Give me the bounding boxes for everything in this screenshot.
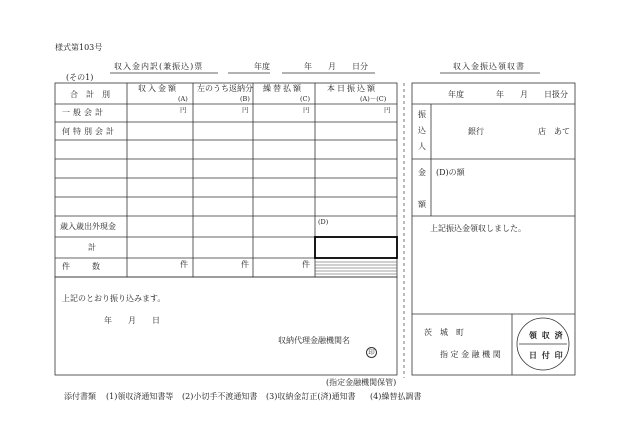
d-mark: (D) [318,218,329,226]
footer-label: 添付書類 [64,392,96,401]
stamp-received: 領 収 済 [529,330,564,340]
row-label-general: 一般会計 [62,108,106,117]
designated-bank-label: 指 定 金 融 機 関 [440,350,501,359]
transfer-label-1: 振 [418,110,426,119]
transfer-label-2: 込 [418,126,426,135]
footer-item-4: (4)繰替払調書 [370,392,422,401]
col-transfer-header: 繰替払額 [263,84,303,93]
header-date: 年 月 日分 [304,62,368,71]
stamp-date: 日 付 印 [529,350,564,360]
agency-label: 収納代理金融機関名 [278,336,350,345]
col-income-mark: (A) [178,95,188,103]
designated-bank-note: (指定金融機関保管) [326,378,397,387]
footer-item-1: (1)領収済通知書等 [106,392,174,401]
town-label: 茨 城 町 [424,328,464,337]
count-transfer: 件 [302,260,310,269]
col-income-header: 収入金額 [138,84,178,93]
form-title: 収入金内訳(兼振込)票 [114,62,204,71]
amount-label-2: 額 [418,200,426,209]
col-transfer-mark: (C) [300,95,311,103]
row-label-external-cash: 歳入歳出外現金 [60,222,116,231]
amount-text: (D)の額 [436,168,465,177]
yen-income: 円 [180,106,187,114]
count-income: 件 [180,260,188,269]
row-label-total: 計 [88,243,96,252]
seal-mark: 印 [366,347,377,358]
remarks-text: 上記のとおり振り込みます。 [62,294,166,303]
receipt-date: 年 月 日扱分 [496,90,568,99]
received-text: 上記振込金領収しました。 [430,224,526,233]
count-refund: 件 [241,260,249,269]
col-category-header: 合 計 別 [70,90,110,99]
receipt-title: 収入金振込領収書 [453,62,525,71]
footer-item-2: (2)小切手不渡通知書 [182,392,258,401]
receipt-year: 年度 [448,90,464,99]
header-year: 年度 [254,62,270,71]
col-refund-header: 左のうち返納分 [197,84,253,93]
yen-refund: 円 [242,106,249,114]
bank-label: 銀行 [468,127,484,136]
form-number: 様式第103号 [55,43,103,52]
transfer-label-3: 人 [418,142,426,151]
col-refund-mark: (B) [240,95,250,103]
row-label-special: 何特別会計 [62,127,117,136]
yen-today: 円 [384,106,391,114]
footer-item-3: (3)収納金訂正(済)通知書 [266,392,356,401]
form-subtitle: (その1) [66,73,94,82]
amount-label-1: 金 [418,168,426,177]
yen-transfer: 円 [303,106,310,114]
col-today-header: 本日振込額 [327,84,377,93]
count-label: 件 数 [62,262,102,271]
branch-label: 店 あて [538,127,570,136]
col-today-mark: (A)－(C) [360,95,387,103]
remarks-date: 年 月 日 [104,316,160,325]
